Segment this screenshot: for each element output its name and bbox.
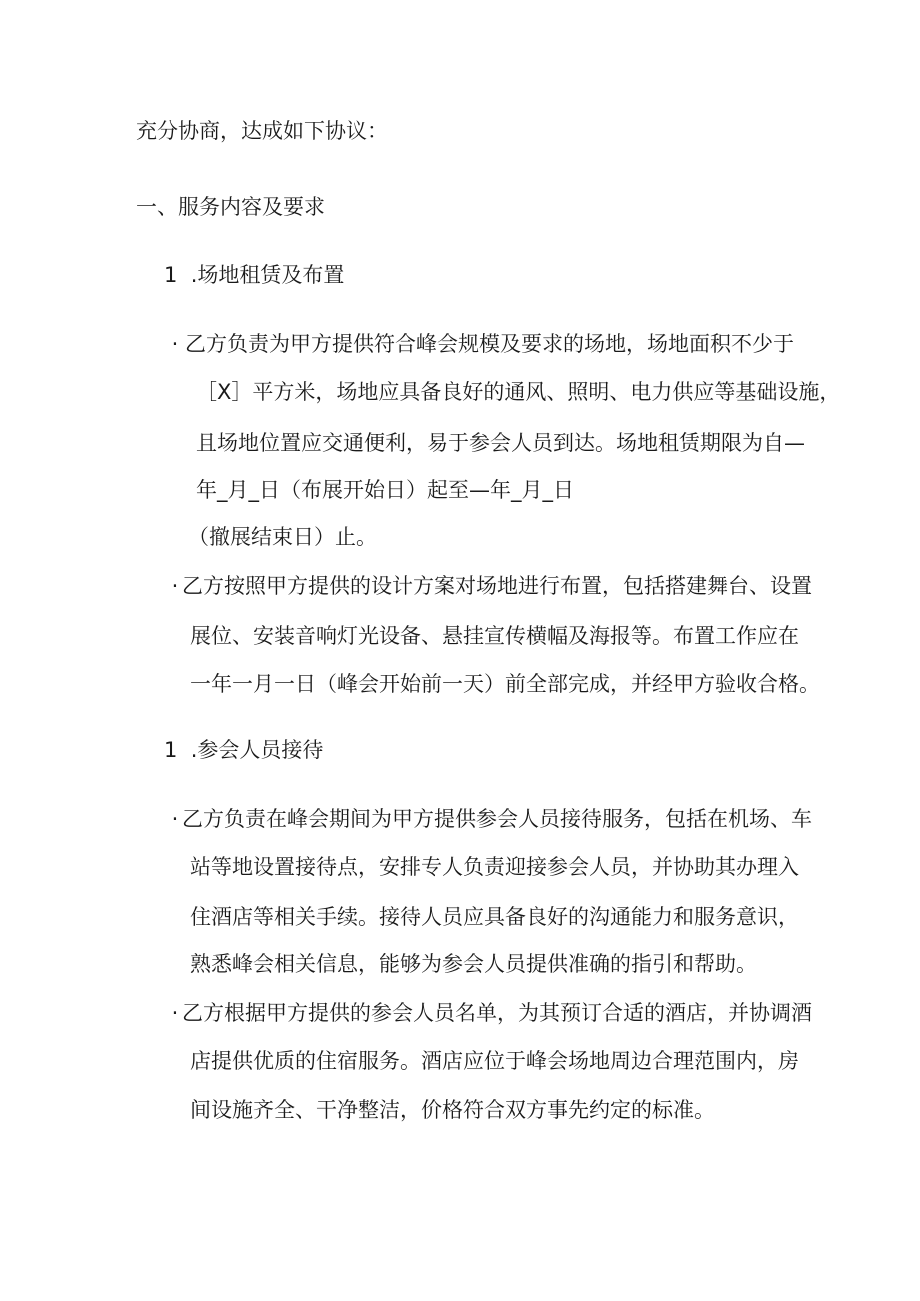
paragraph-line: 乙方根据甲方提供的参会人员名单，为其预订合适的酒店，并协调酒: [182, 1001, 812, 1025]
paragraph-line: 年_月_日（布展开始日）起至—年_月_日: [196, 478, 574, 502]
paragraph-line: 且场地位置应交通便利，易于参会人员到达。场地租赁期限为自—: [196, 431, 805, 455]
paragraph-line: 店提供优质的住宿服务。酒店应位于峰会场地周边合理范围内，房: [190, 1049, 799, 1073]
paragraph-line: 站等地设置接待点，安排专人负责迎接参会人员，并协助其办理入: [190, 855, 799, 879]
bullet-marker: ·: [171, 807, 179, 831]
bullet-marker: ·: [171, 574, 179, 598]
paragraph-line: 乙方负责为甲方提供符合峰会规模及要求的场地，场地面积不少于: [185, 332, 794, 356]
paragraph-line: 乙方负责在峰会期间为甲方提供参会人员接待服务，包括在机场、车: [182, 807, 812, 831]
paragraph-line: （撤展结束日）止。: [188, 525, 377, 549]
paragraph-line: 一年一月一日（峰会开始前一天）前全部完成，并经甲方验收合格。: [190, 672, 820, 696]
bullet-marker: ·: [171, 332, 179, 356]
paragraph-line: 熟悉峰会相关信息，能够为参会人员提供准确的指引和帮助。: [190, 952, 757, 976]
paragraph-line: 住酒店等相关手续。接待人员应具备良好的沟通能力和服务意识，: [190, 905, 799, 929]
paragraph-line: ［X］平方米，场地应具备良好的通风、照明、电力供应等基础设施，: [196, 380, 841, 404]
subsection-heading-venue: 1 .场地租赁及布置: [164, 263, 345, 287]
subsection-heading-reception: 1 .参会人员接待: [164, 738, 324, 762]
paragraph-line: 间设施齐全、干净整洁，价格符合双方事先约定的标准。: [190, 1098, 715, 1122]
section-heading: 一、服务内容及要求: [136, 195, 325, 219]
paragraph-line: 展位、安装音响灯光设备、悬挂宣传横幅及海报等。布置工作应在: [190, 624, 799, 648]
bullet-marker: ·: [171, 1001, 179, 1025]
paragraph-line: 乙方按照甲方提供的设计方案对场地进行布置，包括搭建舞台、设置: [182, 574, 812, 598]
intro-paragraph: 充分协商，达成如下协议：: [136, 119, 388, 143]
